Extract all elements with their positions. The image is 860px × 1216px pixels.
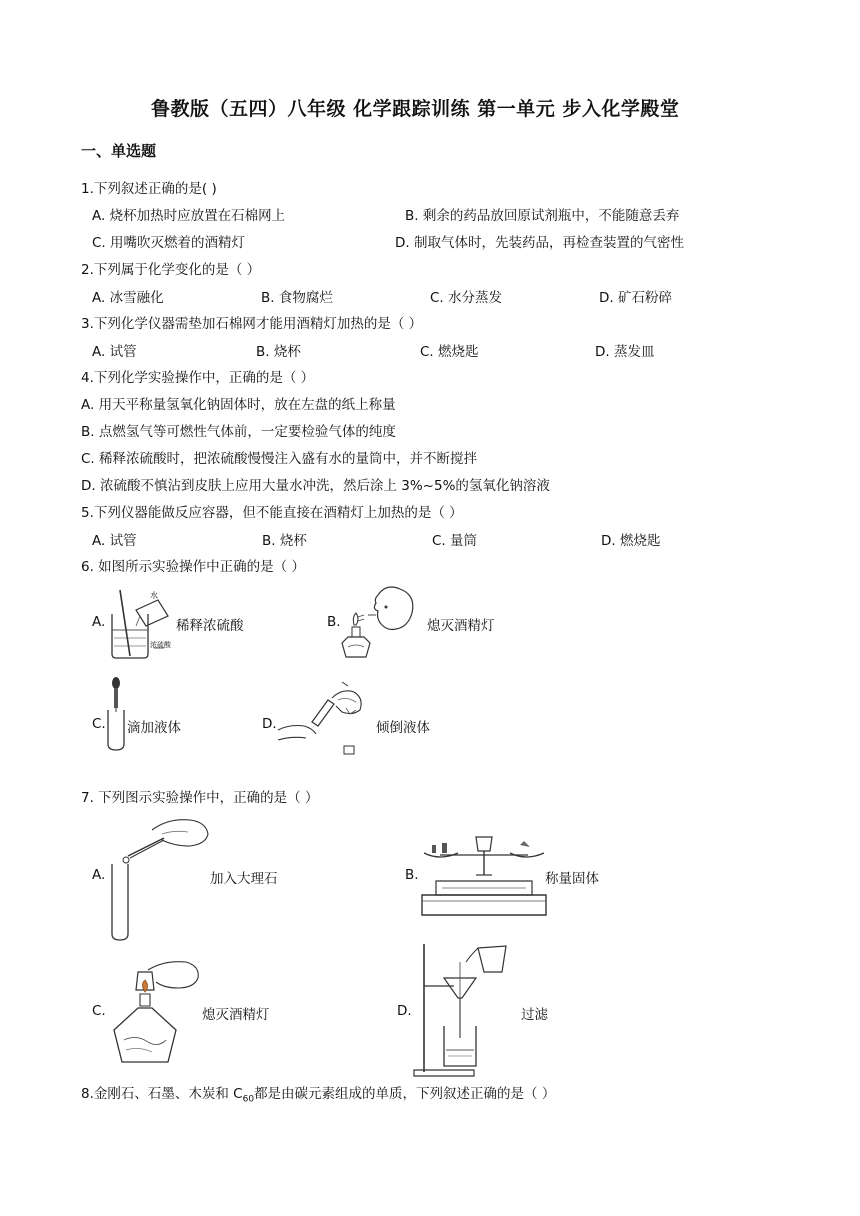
question-3-stem: 3.下列化学仪器需垫加石棉网才能用酒精灯加热的是（ ） — [81, 316, 423, 332]
question-3-option-d[interactable]: D. 蒸发皿 — [595, 344, 655, 360]
question-8-stem-sub: 60 — [242, 1094, 255, 1105]
question-5-option-a[interactable]: A. 试管 — [92, 533, 137, 549]
question-6-option-c-text: 滴加液体 — [127, 720, 181, 736]
question-7-option-d-letter[interactable]: D. — [397, 1003, 412, 1019]
question-1-stem: 1.下列叙述正确的是( ) — [81, 181, 217, 197]
question-6-option-a-letter[interactable]: A. — [92, 614, 106, 630]
filtration-figure — [414, 942, 514, 1078]
question-6-option-b-text: 熄灭酒精灯 — [427, 618, 495, 634]
question-7-option-c-text: 熄灭酒精灯 — [202, 1007, 270, 1023]
water-label: 水 — [150, 591, 158, 600]
question-8-stem — [81, 1082, 555, 1105]
question-6-stem: 6. 如图所示实验操作中正确的是（ ） — [81, 559, 305, 575]
question-4-option-d[interactable]: D. 浓硫酸不慎沾到皮肤上应用大量水冲洗，然后涂上 3%~5%的氢氧化钠溶液 — [81, 478, 550, 494]
question-4-option-a[interactable]: A. 用天平称量氢氧化钠固体时，放在左盘的纸上称量 — [81, 397, 396, 413]
question-8-stem-post: 都是由碳元素组成的单质，下列叙述正确的是（ ） — [254, 1086, 556, 1102]
question-7-option-b-letter[interactable]: B. — [405, 867, 419, 883]
question-8-stem-pre: 8.金刚石、石墨、木炭和 C — [81, 1086, 243, 1102]
question-6-option-c-letter[interactable]: C. — [92, 716, 106, 732]
conc-acid-label: 浓硫酸 — [150, 641, 171, 649]
question-4-option-b[interactable]: B. 点燃氢气等可燃性气体前，一定要检验气体的纯度 — [81, 424, 396, 440]
question-3-option-c[interactable]: C. 燃烧匙 — [420, 344, 479, 360]
question-6-option-d-letter[interactable]: D. — [262, 716, 277, 732]
question-5-option-b[interactable]: B. 烧杯 — [262, 533, 307, 549]
question-2-option-d[interactable]: D. 矿石粉碎 — [599, 290, 672, 306]
question-1-option-c[interactable]: C. 用嘴吹灭燃着的酒精灯 — [92, 235, 246, 251]
balance-figure — [420, 829, 548, 923]
question-6-option-b-letter[interactable]: B. — [327, 614, 341, 630]
question-1-option-d[interactable]: D. 制取气体时，先装药品，再检查装置的气密性 — [395, 235, 684, 251]
add-marble-figure — [108, 814, 212, 942]
dilute-acid-figure — [106, 586, 178, 662]
question-2-option-a[interactable]: A. 冰雪融化 — [92, 290, 164, 306]
question-7-option-a-letter[interactable]: A. — [92, 867, 106, 883]
blow-out-lamp-figure — [338, 585, 422, 661]
question-1-option-a[interactable]: A. 烧杯加热时应放置在石棉网上 — [92, 208, 286, 224]
section-heading: 一、单选题 — [81, 142, 157, 160]
question-6-option-d-text: 倾倒液体 — [376, 720, 430, 736]
question-5-option-d[interactable]: D. 燃烧匙 — [601, 533, 661, 549]
question-6-option-a-text: 稀释浓硫酸 — [176, 618, 244, 634]
pour-liquid-figure — [276, 680, 372, 760]
question-1-option-b[interactable]: B. 剩余的药品放回原试剂瓶中，不能随意丢弃 — [405, 208, 680, 224]
lamp-cap-figure — [108, 958, 204, 1070]
page-title: 鲁教版（五四）八年级 化学跟踪训练 第一单元 步入化学殿堂 — [151, 98, 680, 120]
question-3-option-b[interactable]: B. 烧杯 — [256, 344, 301, 360]
question-7-stem: 7. 下列图示实验操作中，正确的是（ ） — [81, 790, 319, 806]
question-7-option-b-text: 称量固体 — [545, 871, 599, 887]
question-5-option-c[interactable]: C. 量筒 — [432, 533, 478, 549]
question-7-option-c-letter[interactable]: C. — [92, 1003, 106, 1019]
dropper-figure — [104, 676, 128, 752]
question-4-stem: 4.下列化学实验操作中，正确的是（ ） — [81, 370, 315, 386]
question-3-option-a[interactable]: A. 试管 — [92, 344, 137, 360]
question-7-option-d-text: 过滤 — [521, 1007, 548, 1023]
question-2-option-b[interactable]: B. 食物腐烂 — [261, 290, 333, 306]
question-4-option-c[interactable]: C. 稀释浓硫酸时，把浓硫酸慢慢注入盛有水的量筒中，并不断搅拌 — [81, 451, 478, 467]
question-7-option-a-text: 加入大理石 — [210, 871, 278, 887]
question-2-stem: 2.下列属于化学变化的是（ ） — [81, 262, 261, 278]
question-2-option-c[interactable]: C. 水分蒸发 — [430, 290, 503, 306]
question-5-stem: 5.下列仪器能做反应容器，但不能直接在酒精灯上加热的是（ ） — [81, 505, 463, 521]
